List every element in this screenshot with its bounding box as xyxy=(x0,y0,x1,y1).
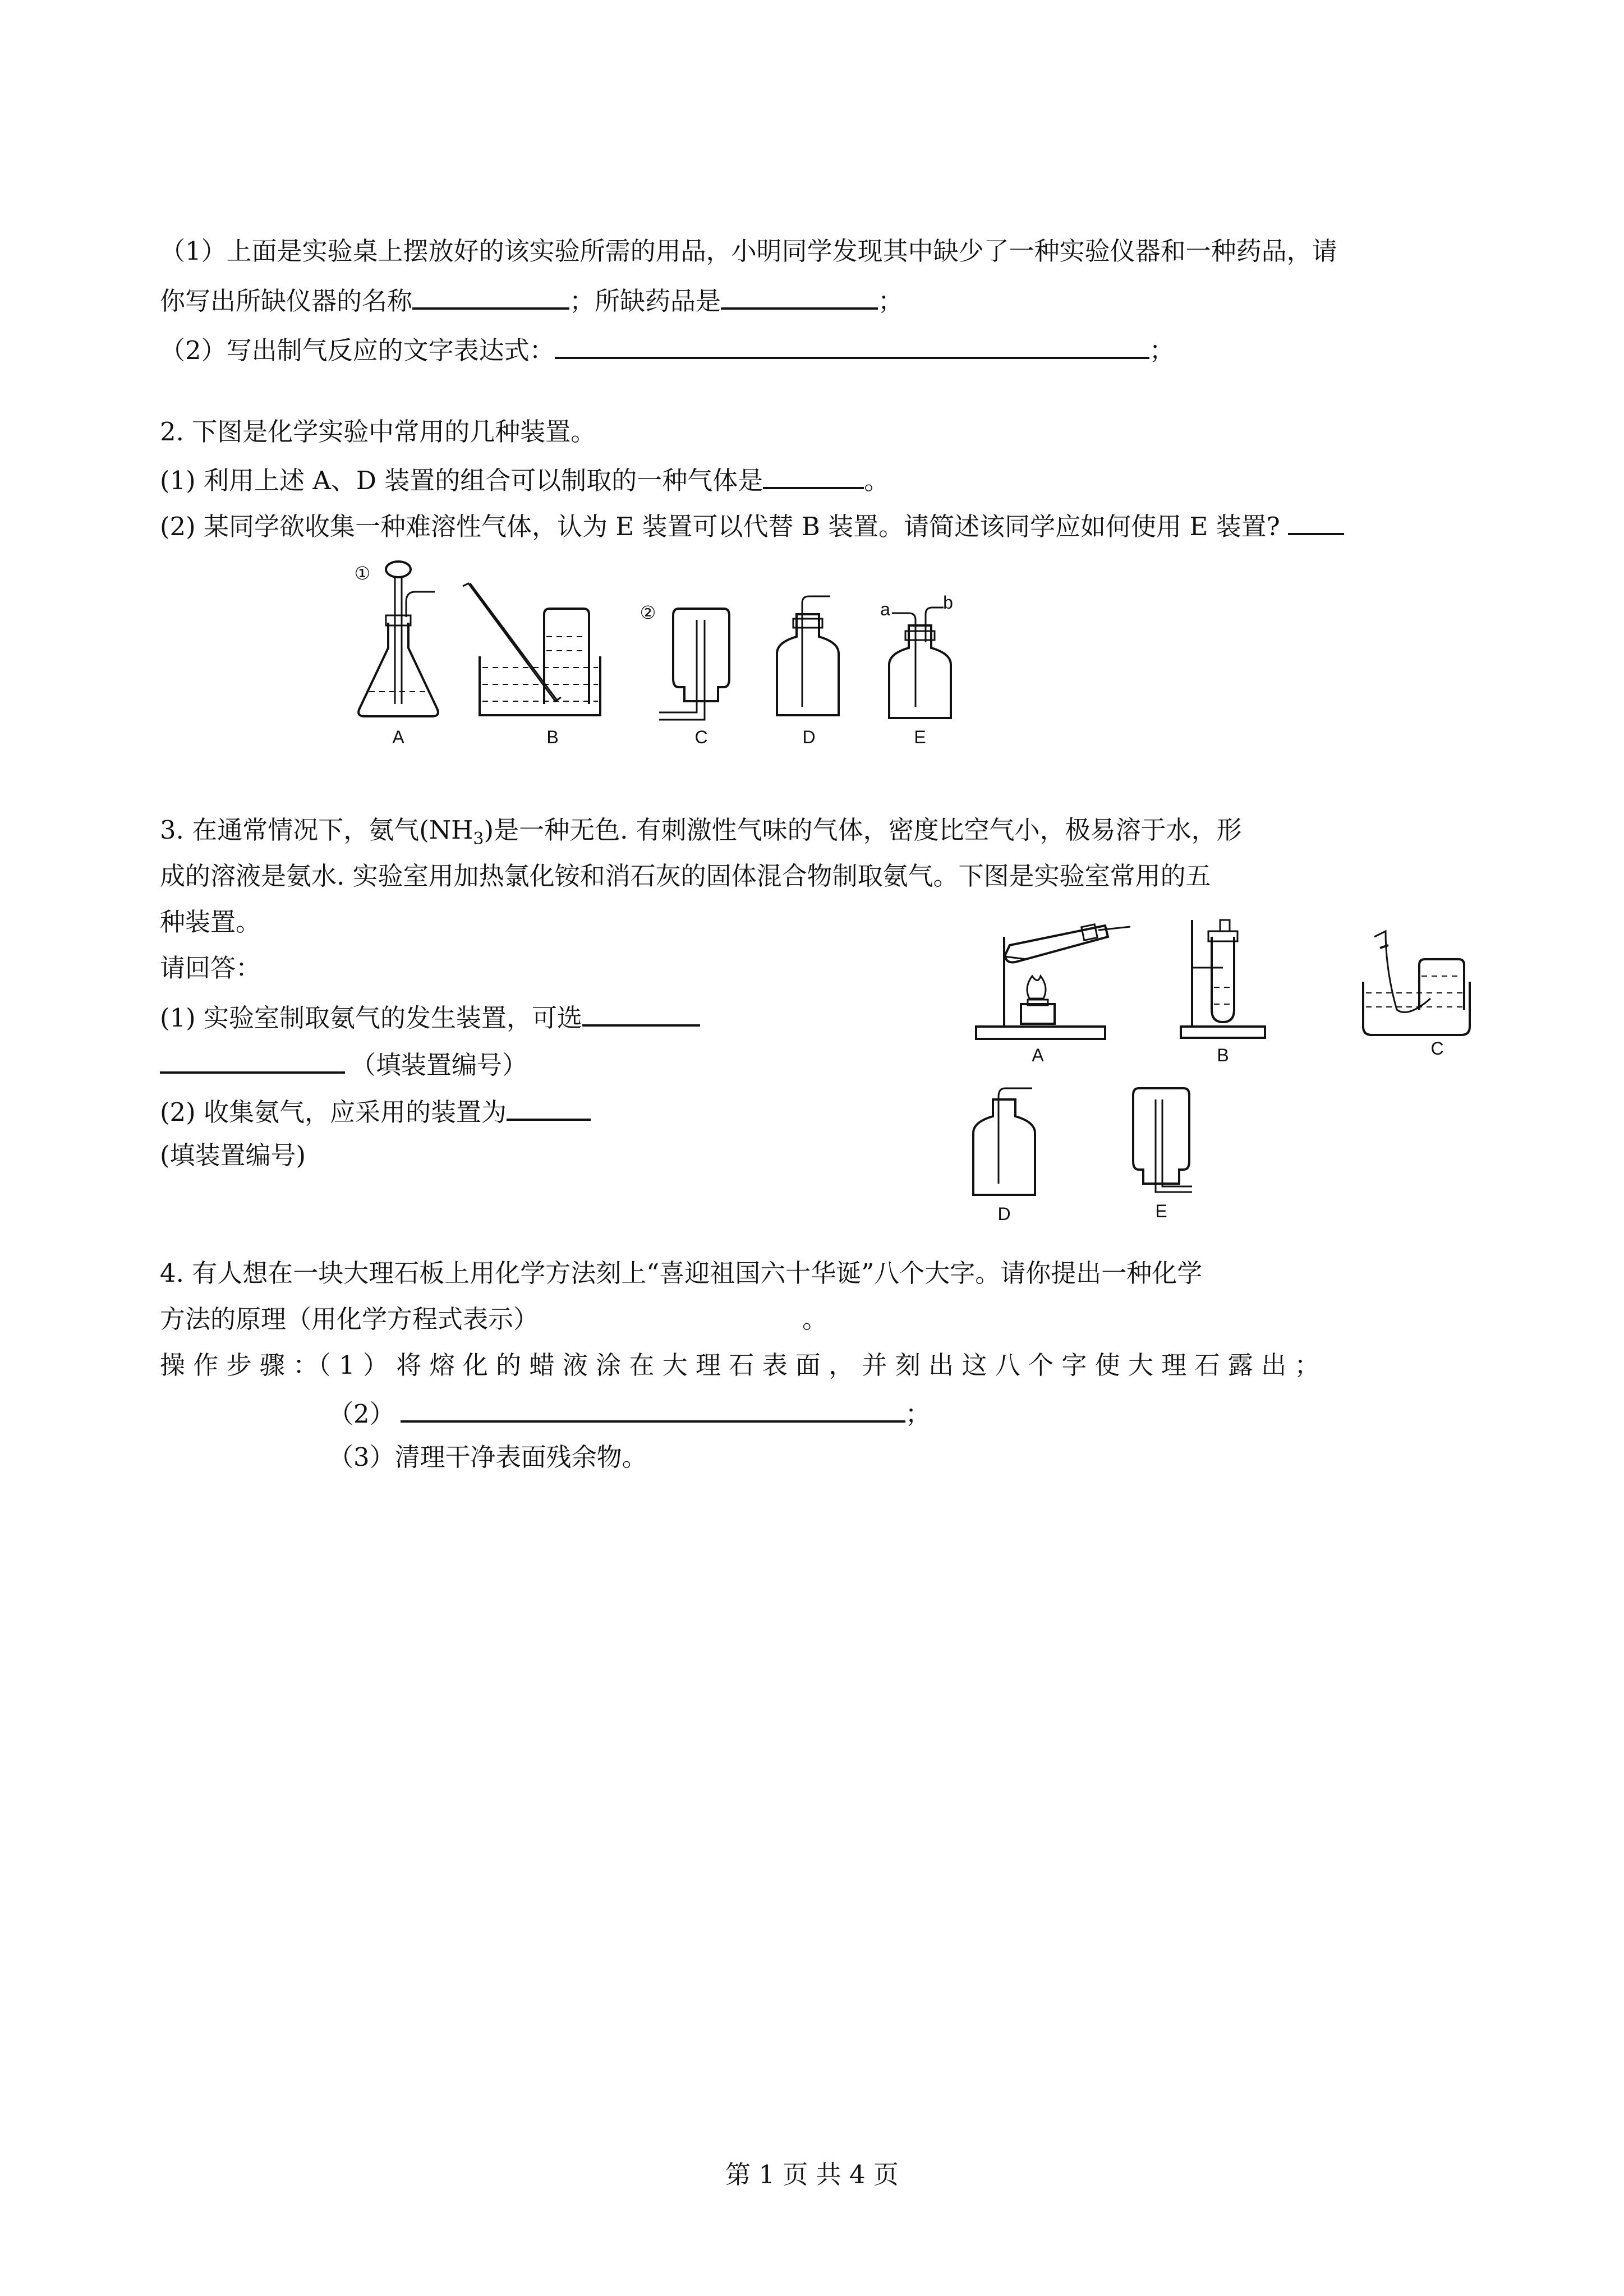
q3-apparatus-figure xyxy=(970,914,1531,1228)
q1-line3-text: （2）写出制气反应的文字表达式： xyxy=(160,335,555,365)
q4-line1: 4. 有人想在一块大理石板上用化学方法刻上“喜迎祖国六十华诞”八个大字。请你提出一种化学 xyxy=(160,1258,1203,1288)
q3-line1 xyxy=(160,813,1242,856)
q3-label-d: D xyxy=(997,1204,1011,1224)
q3-device-e xyxy=(1133,1088,1192,1221)
port-a-label: a xyxy=(880,599,890,619)
q4-line3: 操 作 步 骤 ：（ 1 ） 将 熔 化 的 蜡 液 涂 在 大 理 石 表 面 ， 并 刻 出 这 八 个 字 使 大 理 石 露 出 ； xyxy=(160,1350,1320,1380)
q4-line5: （3）清理干净表面残余物。 xyxy=(328,1442,647,1472)
q2-part1 xyxy=(160,461,889,498)
q2-label-e: E xyxy=(914,727,926,747)
q2-label-c: C xyxy=(694,727,708,747)
generator-blank-2[interactable] xyxy=(160,1046,345,1074)
q3-line4: 请回答： xyxy=(160,953,261,983)
q3-device-c xyxy=(1363,931,1470,1059)
q4-line4 xyxy=(328,1395,931,1431)
q4-line2-end: 。 xyxy=(802,1304,828,1334)
q4-step2-label: （2） xyxy=(328,1399,395,1429)
q1-line2 xyxy=(160,282,903,318)
q2-device-a xyxy=(355,562,438,747)
missing-reagent-blank[interactable] xyxy=(721,282,878,310)
q1-line3 xyxy=(160,331,1175,367)
q3-line1-a: 3. 在通常情况下，氨气(NH xyxy=(160,815,473,845)
q3-line8: (填装置编号) xyxy=(160,1140,306,1170)
q1-line1: （1）上面是实验桌上摆放好的该实验所需的用品，小明同学发现其中缺少了一种实验仪器和一种药品，请 xyxy=(160,236,1337,266)
word-equation-blank[interactable] xyxy=(555,331,1149,359)
q2-part2 xyxy=(160,507,1344,544)
q3-label-c: C xyxy=(1430,1038,1444,1059)
q3-subscript: 3 xyxy=(473,829,484,849)
step2-blank[interactable] xyxy=(401,1395,905,1423)
generator-blank-1[interactable] xyxy=(582,999,700,1027)
missing-instrument-blank[interactable] xyxy=(412,282,569,310)
q4-line2-text: 方法的原理（用化学方程式表示） xyxy=(160,1304,539,1334)
q3-line6-text: （填装置编号） xyxy=(351,1050,528,1080)
q3-line5-text: (1) 实验室制取氨气的发生装置，可选 xyxy=(160,1003,583,1033)
gas-name-blank[interactable] xyxy=(763,461,864,489)
q2-device-e xyxy=(880,592,953,747)
q2-label-a: A xyxy=(392,727,404,747)
use-e-blank[interactable] xyxy=(1288,507,1344,535)
q3-line3: 种装置。 xyxy=(160,907,261,937)
q4-line2 xyxy=(160,1303,827,1336)
q3-line6 xyxy=(160,1046,527,1082)
q3-device-a xyxy=(976,924,1130,1065)
q3-line7 xyxy=(160,1093,591,1129)
q3-line1-b: )是一种无色. 有刺激性气味的气体，密度比空气小，极易溶于水，形 xyxy=(484,815,1242,845)
q3-device-d xyxy=(973,1088,1035,1224)
marker-2: ② xyxy=(640,602,656,623)
q3-label-e: E xyxy=(1155,1201,1167,1221)
q2-apparatus-figure xyxy=(337,553,1010,754)
q3-line5 xyxy=(160,999,700,1035)
q2-label-d: D xyxy=(802,727,816,747)
q3-device-b xyxy=(1181,920,1265,1065)
q2-part1-text: (1) 利用上述 A、D 装置的组合可以制取的一种气体是 xyxy=(160,466,763,495)
page-footer: 第 1 页 共 4 页 xyxy=(725,2160,899,2189)
q2-part1-end: 。 xyxy=(864,466,890,495)
q1-line2-text-c: ； xyxy=(878,286,904,316)
q3-line2: 成的溶液是氨水. 实验室用加热氯化铵和消石灰的固体混合物制取氨气。下图是实验室常用的五 xyxy=(160,861,1211,891)
q2-part2-text: (2) 某同学欲收集一种难溶性气体，认为 E 装置可以代替 B 装置。请简述该同学应如何使用 E 装置? xyxy=(160,512,1280,541)
marker-1: ① xyxy=(354,563,371,583)
q3-label-a: A xyxy=(1032,1045,1044,1065)
collector-blank[interactable] xyxy=(507,1093,591,1121)
q3-line7-text: (2) 收集氨气，应采用的装置为 xyxy=(160,1097,507,1127)
q2-device-c xyxy=(640,602,729,747)
q2-device-d xyxy=(777,596,839,747)
q1-line3-end: ； xyxy=(1149,335,1175,365)
port-b-label: b xyxy=(943,592,953,613)
q3-label-b: B xyxy=(1217,1045,1229,1065)
q2-title: 2. 下图是化学实验中常用的几种装置。 xyxy=(160,417,596,447)
q2-device-b xyxy=(463,583,600,747)
q1-line2-text-a: 你写出所缺仪器的名称 xyxy=(160,286,413,316)
q2-label-b: B xyxy=(546,727,559,747)
q1-line2-text-b: ；所缺药品是 xyxy=(569,286,721,316)
q4-step2-end: ； xyxy=(905,1399,931,1429)
